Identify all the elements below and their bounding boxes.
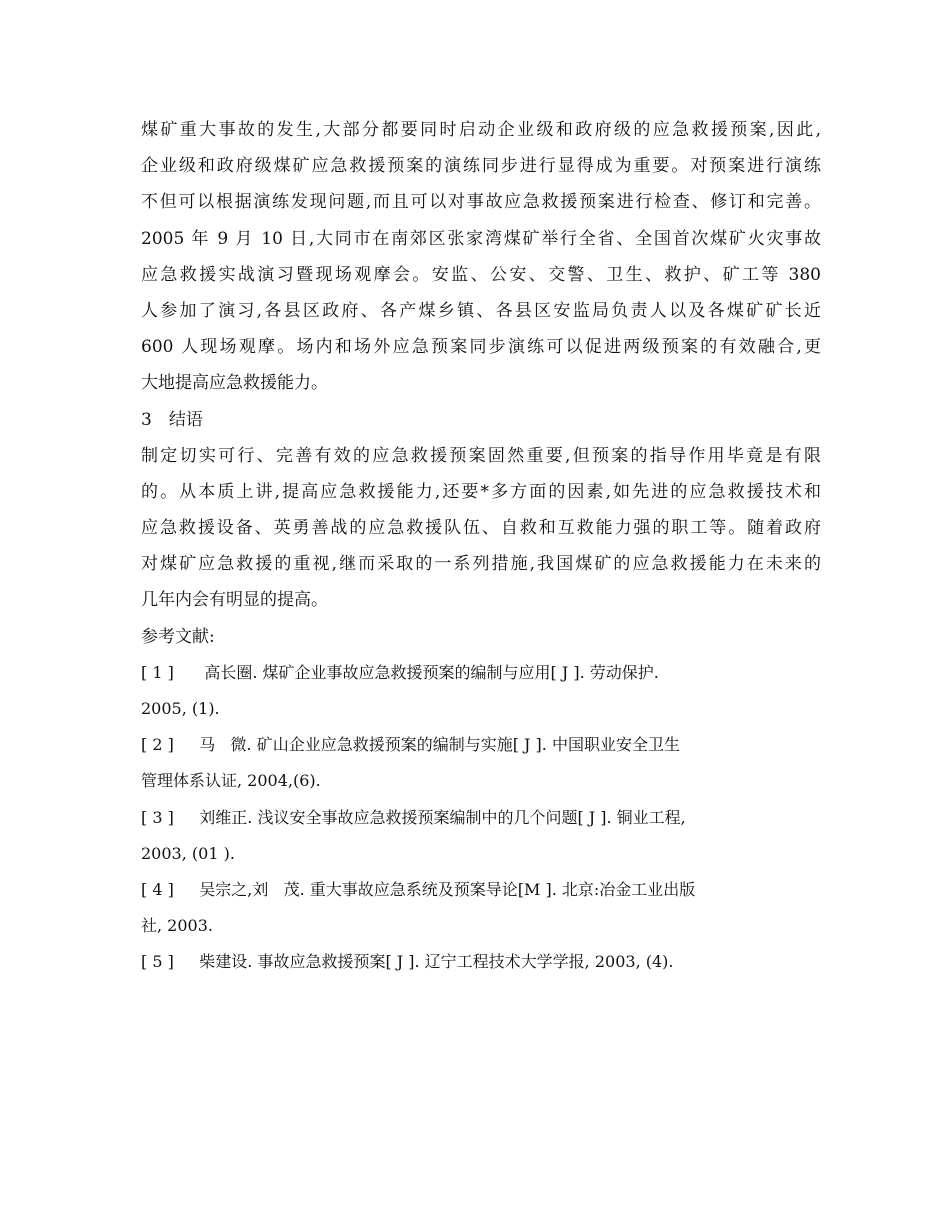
text-line: 的。从本质上讲,提高应急救援能力,还要*多方面的因素,如先进的应急救援技术和 [141, 481, 821, 502]
text-line: 应急救援实战演习暨现场观摩会。安监、公安、交警、卫生、救护、矿工等 380 [141, 264, 821, 285]
reference-list [141, 655, 821, 981]
section-heading-conclusion: 3 结语 [141, 409, 203, 430]
reference-entry: [ 2 ] 马 微. 矿山企业应急救援预案的编制与实施[ J ]. 中国职业安全卫生 [141, 735, 680, 755]
reference-entry: [ 5 ] 柴建设. 事故应急救援预案[ J ]. 辽宁工程技术大学学报, 2003, (4). [141, 952, 674, 972]
reference-entry-continuation: 2003, (01 ). [141, 843, 235, 863]
text-line: 2005 年 9 月 10 日,大同市在南郊区张家湾煤矿举行全省、全国首次煤矿火灾事故 [141, 228, 821, 249]
reference-entry: [ 3 ] 刘维正. 浅议安全事故应急救援预案编制中的几个问题[ J ]. 铜业工程, [141, 807, 686, 827]
paragraph-drill-sync [141, 112, 821, 402]
text-line: 制定切实可行、完善有效的应急救援预案固然重要,但预案的指导作用毕竟是有限 [141, 445, 821, 466]
reference-entry-continuation: 管理体系认证, 2004,(6). [141, 771, 321, 791]
references-heading: 参考文献: [141, 626, 215, 647]
text-line: 企业级和政府级煤矿应急救援预案的演练同步进行显得成为重要。对预案进行演练 [141, 156, 821, 177]
reference-entry: [ 4 ] 吴宗之,刘 茂. 重大事故应急系统及预案导论[M ]. 北京:冶金工业出版 [141, 879, 696, 899]
reference-entry-continuation: 2005, (1). [141, 699, 220, 718]
text-line: 大地提高应急救援能力。 [141, 373, 328, 394]
text-line: 600 人现场观摩。场内和场外应急预案同步演练可以促进两级预案的有效融合,更 [141, 337, 821, 358]
text-line: 对煤矿应急救援的重视,继而采取的一系列措施,我国煤矿的应急救援能力在未来的 [141, 554, 821, 575]
document-body [141, 112, 821, 981]
reference-entry-continuation: 社, 2003. [141, 916, 213, 936]
text-line: 不但可以根据演练发现问题,而且可以对事故应急救援预案进行检查、修订和完善。 [141, 192, 821, 213]
text-line: 应急救援设备、英勇善战的应急救援队伍、自救和互救能力强的职工等。随着政府 [141, 518, 821, 539]
reference-entry: [ 1 ] 高长圈. 煤矿企业事故应急救援预案的编制与应用[ J ]. 劳动保护. [141, 662, 659, 682]
text-line: 几年内会有明显的提高。 [141, 590, 328, 611]
paragraph-conclusion [141, 438, 821, 619]
text-line: 人参加了演习,各县区政府、各产煤乡镇、各县区安监局负责人以及各煤矿矿长近 [141, 300, 821, 321]
text-line: 煤矿重大事故的发生,大部分都要同时启动企业级和政府级的应急救援预案,因此, [141, 120, 821, 140]
